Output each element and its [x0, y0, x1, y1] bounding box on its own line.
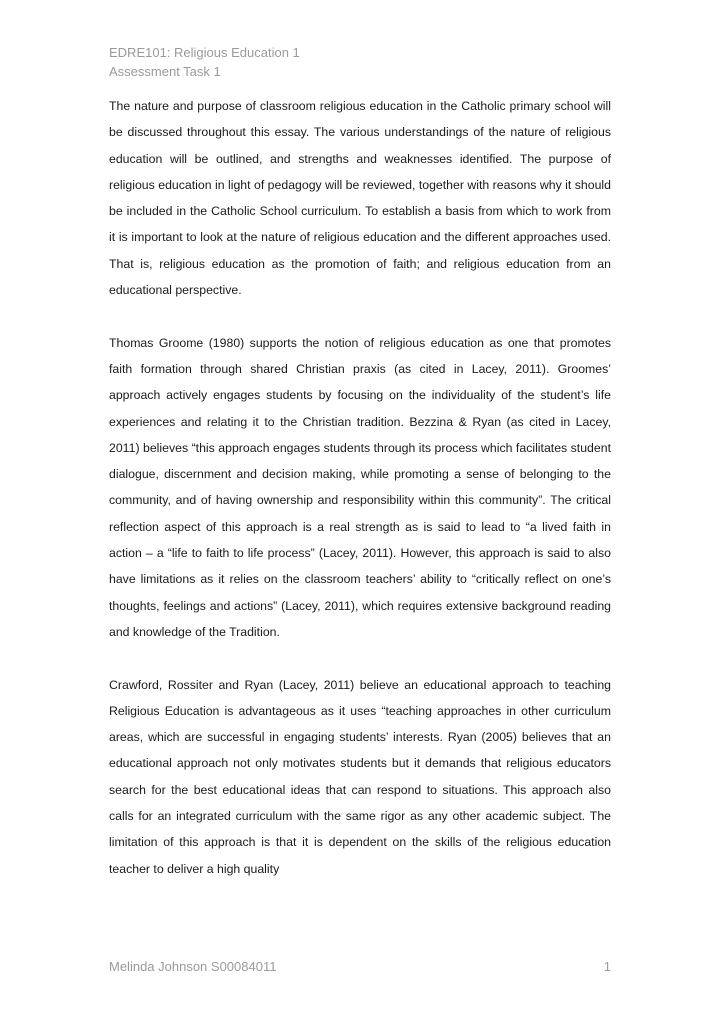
page-header [109, 43, 300, 81]
paragraph-educational-approach: Crawford, Rossiter and Ryan (Lacey, 2011) believe an educational approach to teaching Religious Education is advantageous as it uses “teaching approaches in other curriculum areas, which are successful in engaging students’ interests. Ryan (2005) believes that an educational approach not only motivates students but it demands that religious educators search for the best educational ideas that can respond to situations. This approach also calls for an integrated curriculum with the same rigor as any other academic subject. The limitation of this approach is that it is dependent on the skills of the religious education teacher to deliver a high quality [109, 677, 611, 876]
footer-page-number: 1 [603, 959, 611, 974]
footer-author: Melinda Johnson S00084011 [109, 959, 277, 974]
paragraph-intro: The nature and purpose of classroom religious education in the Catholic primary school will be discussed throughout this essay. The various understandings of the nature of religious education will be outlined, and strengths and weaknesses identified. The purpose of religious education in light of pedagogy will be reviewed, together with reasons why it should be included in the Catholic School curriculum. To establish a basis from which to work from it is important to look at the nature of religious education and the different approaches used. That is, religious education as the promotion of faith; and religious education from an educational perspective. [109, 99, 611, 298]
paragraph-groome: Thomas Groome (1980) supports the notion of religious education as one that promotes faith formation through shared Christian praxis (as cited in Lacey, 2011). Groomes’ approach actively engages students by focusing on the individuality of the student’s life experiences and relating it to the Christian tradition. Bezzina & Ryan (as cited in Lacey, 2011) believes “this approach engages students through its process which facilitates student dialogue, discernment and decision making, while promoting a sense of belonging to the community, and of having ownership and responsibility within this community”. The critical reflection aspect of this approach is a real strength as is said to lead to “a lived faith in action – a “life to faith to life process” (Lacey, 2011). However, this approach is said to also have limitations as it relies on the classroom teachers’ ability to “critically reflect on one’s thoughts, feelings and actions” (Lacey, 2011), which requires extensive background reading and knowledge of the Tradition. [109, 335, 611, 639]
header-course: EDRE101: Religious Education 1 [109, 45, 300, 60]
essay-body [109, 93, 611, 882]
header-task: Assessment Task 1 [109, 64, 221, 79]
